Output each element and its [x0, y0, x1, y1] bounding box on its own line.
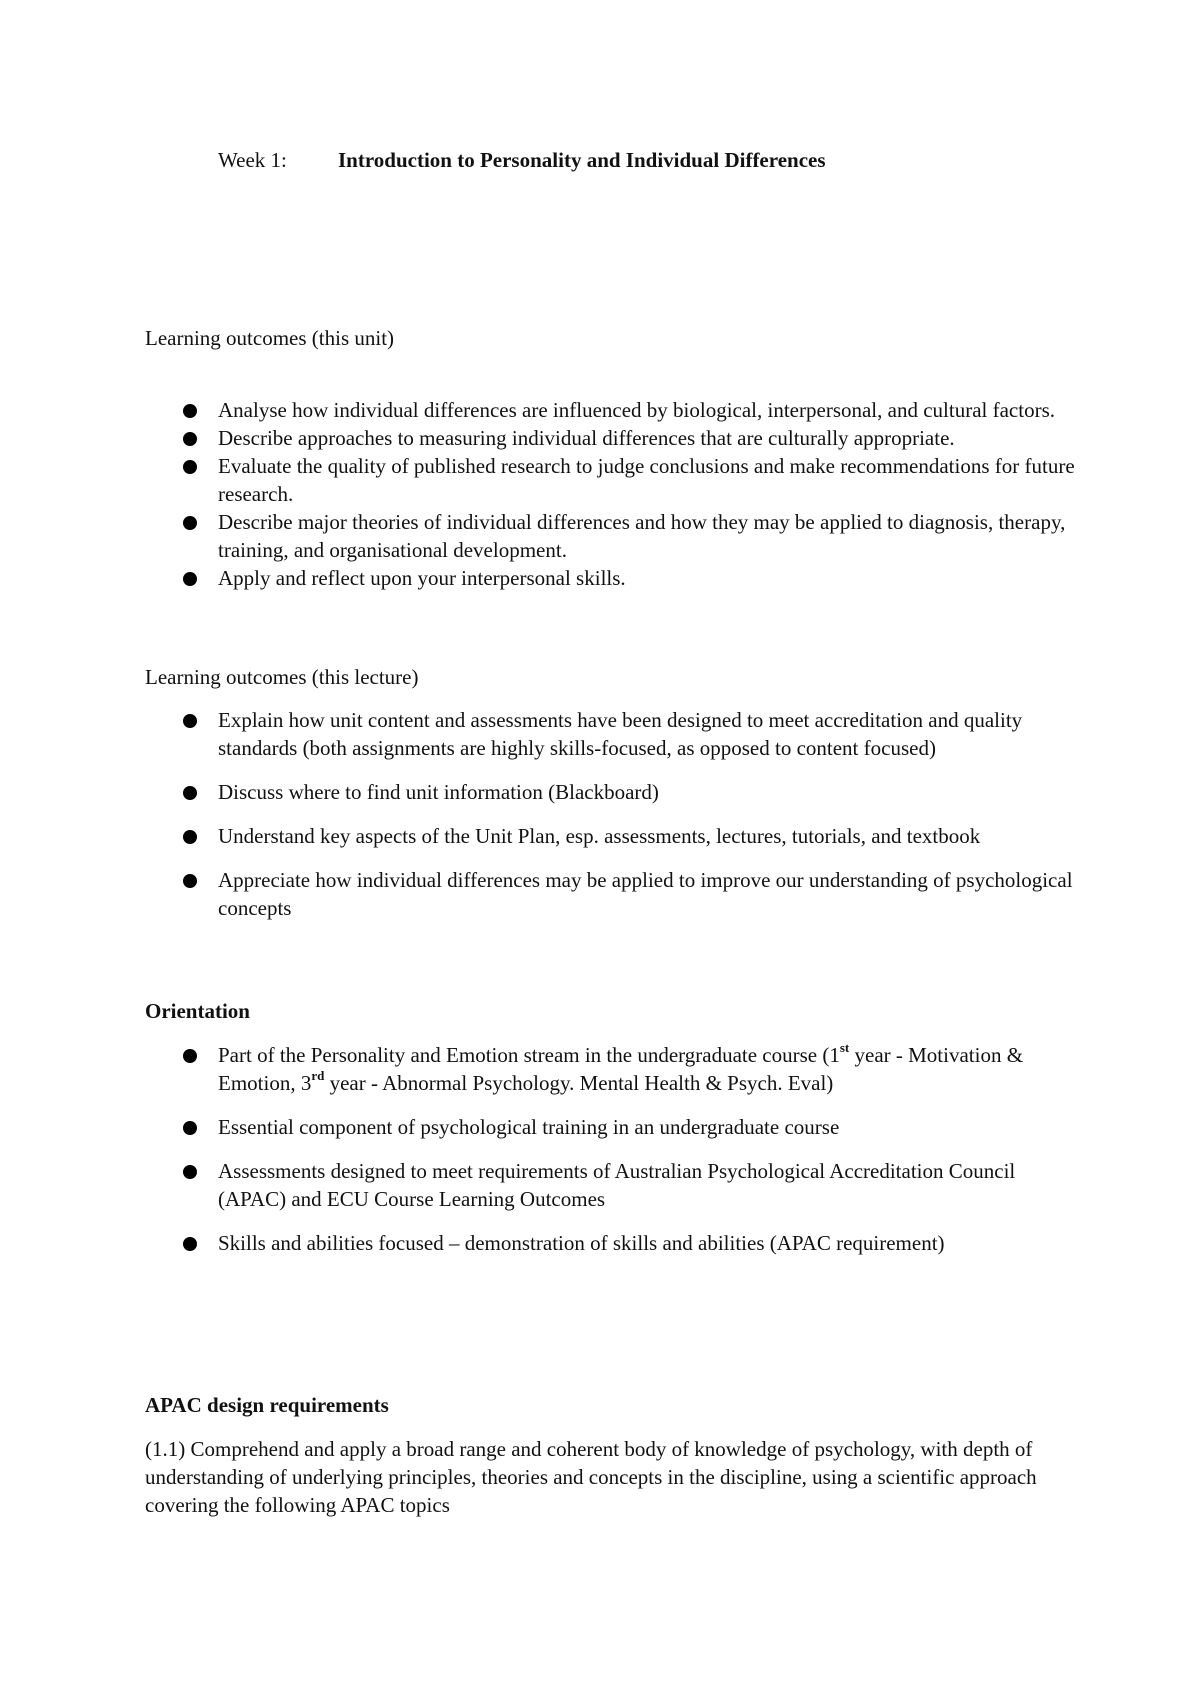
bullet-icon	[183, 516, 197, 530]
list-item-text: Discuss where to find unit information (Blackboard)	[218, 780, 659, 804]
apac-paragraph: (1.1) Comprehend and apply a broad range and coherent body of knowledge of psychology, with depth of understanding of underlying principles, theories and concepts in the discipline, using a scientific approach covering the following APAC topics	[145, 1437, 1037, 1517]
bullet-icon	[183, 1121, 197, 1135]
list-item	[0, 396, 1088, 424]
list-item	[0, 452, 1088, 508]
lecture-heading: Introduction to Personality and Individual Differences	[338, 148, 826, 172]
bullet-icon	[183, 460, 197, 474]
list-item-text: Understand key aspects of the Unit Plan, esp. assessments, lectures, tutorials, and textbook	[218, 824, 981, 848]
lecture-outcomes-label: Learning outcomes (this lecture)	[145, 665, 419, 689]
list-item-text: Evaluate the quality of published research to judge conclusions and make recommendations for future research.	[218, 454, 1075, 506]
list-item-text: Apply and reflect upon your interpersonal skills.	[218, 566, 626, 590]
list-item	[0, 424, 1088, 452]
list-item	[0, 1229, 1088, 1257]
bullet-icon	[183, 1049, 197, 1063]
list-item-text: Appreciate how individual differences may be applied to improve our understanding of psychological concepts	[218, 868, 1073, 920]
list-item	[0, 706, 1088, 762]
bullet-icon	[183, 1165, 197, 1179]
unit-outcomes-list	[0, 396, 1200, 592]
lecture-outcomes-list	[0, 706, 1200, 938]
bullet-icon	[183, 830, 197, 844]
bullet-icon	[183, 874, 197, 888]
list-item-text: Essential component of psychological training in an undergraduate course	[218, 1115, 840, 1139]
list-item	[0, 1113, 1088, 1141]
page-title	[218, 146, 826, 174]
list-item-text: Explain how unit content and assessments have been designed to meet accreditation and quality standards (both assignments are highly skills-focused, as opposed to content focused)	[218, 708, 1023, 760]
list-item-text: Describe major theories of individual differences and how they may be applied to diagnosis, therapy, training, and organisational development.	[218, 510, 1066, 562]
orientation-heading: Orientation	[145, 999, 250, 1023]
bullet-icon	[183, 572, 197, 586]
bullet-icon	[183, 432, 197, 446]
list-item	[0, 564, 1088, 592]
bullet-icon	[183, 786, 197, 800]
orientation-list	[0, 1041, 1200, 1273]
week-label: Week 1:	[218, 148, 287, 172]
bullet-icon	[183, 1237, 197, 1251]
list-item-text: Skills and abilities focused – demonstration of skills and abilities (APAC requirement)	[218, 1231, 945, 1255]
list-item	[0, 1157, 1088, 1213]
list-item	[0, 1041, 1088, 1097]
list-item-text: Describe approaches to measuring individual differences that are culturally appropriate.	[218, 426, 955, 450]
list-item	[0, 778, 1088, 806]
list-item-text: Analyse how individual differences are influenced by biological, interpersonal, and cultural factors.	[218, 398, 1055, 422]
apac-heading: APAC design requirements	[145, 1393, 389, 1417]
list-item	[0, 866, 1088, 922]
list-item	[0, 508, 1088, 564]
bullet-icon	[183, 714, 197, 728]
list-item-text: Assessments designed to meet requirements of Australian Psychological Accreditation Council (APAC) and ECU Course Learning Outcomes	[218, 1159, 1016, 1211]
list-item-text: Part of the Personality and Emotion stream in the undergraduate course (1st year - Motivation & Emotion, 3rd year - Abnormal Psychology. Mental Health & Psych. Eval)	[218, 1040, 1024, 1095]
bullet-icon	[183, 404, 197, 418]
list-item	[0, 822, 1088, 850]
unit-outcomes-label: Learning outcomes (this unit)	[145, 326, 395, 350]
